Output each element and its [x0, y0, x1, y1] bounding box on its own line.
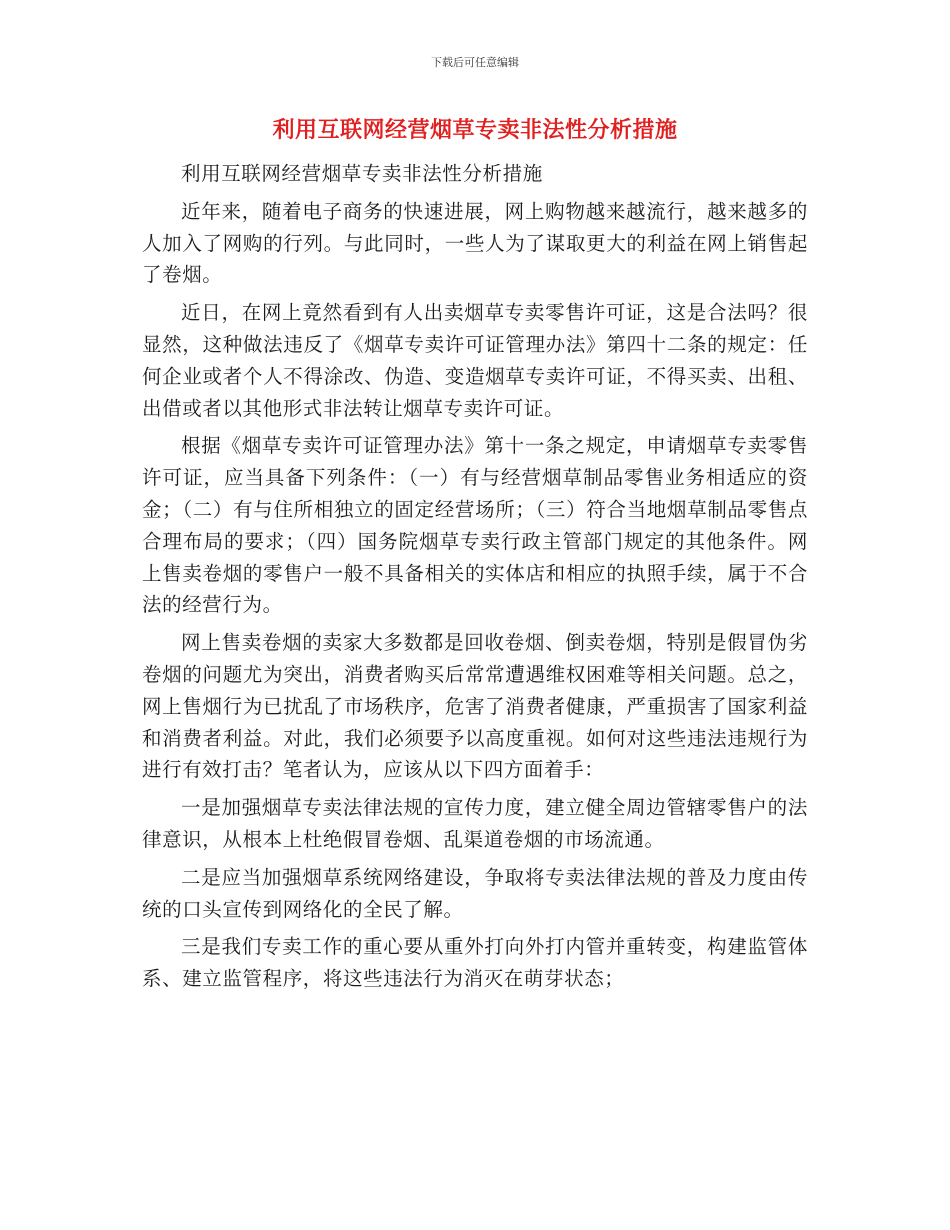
- paragraph: 网上售卖卷烟的卖家大多数都是回收卷烟、倒卖卷烟，特别是假冒伪劣卷烟的问题尤为突出，消费者购买后常常遭遇维权困难等相关问题。总之，网上售烟行为已扰乱了市场秩序，危害了消费者健康，严重损害了国家利益和消费者利益。对此，我们必须要予以高度重视。如何对这些违法违规行为进行有效打击？笔者认为，应该从以下四方面着手：: [142, 631, 808, 782]
- paragraph: 近年来，随着电子商务的快速进展，网上购物越来越流行，越来越多的人加入了网购的行列。与此同时，一些人为了谋取更大的利益在网上销售起了卷烟。: [142, 199, 808, 287]
- document-body: [142, 158, 808, 1001]
- paragraph: 利用互联网经营烟草专卖非法性分析措施: [181, 162, 543, 185]
- document-title: 利用互联网经营烟草专卖非法性分析措施: [272, 118, 678, 143]
- paragraph: 二是应当加强烟草系统网络建设，争取将专卖法律法规的普及力度由传统的口头宣传到网络化的全民了解。: [142, 865, 808, 921]
- paragraph: 根据《烟草专卖许可证管理办法》第十一条之规定，申请烟草专卖零售许可证，应当具备下列条件：（一）有与经营烟草制品零售业务相适应的资金；（二）有与住所相独立的固定经营场所；（三）符合当地烟草制品零售点合理布局的要求；（四）国务院烟草专卖行政主管部门规定的其他条件。网上售卖卷烟的零售户一般不具备相关的实体店和相应的执照手续，属于不合法的经营行为。: [142, 434, 808, 617]
- paragraph: 一是加强烟草专卖法律法规的宣传力度，建立健全周边管辖零售户的法律意识，从根本上杜绝假冒卷烟、乱渠道卷烟的市场流通。: [142, 796, 808, 851]
- header-note: 下载后可任意编辑: [431, 56, 519, 69]
- paragraph: 近日，在网上竟然看到有人出卖烟草专卖零售许可证，这是合法吗？很显然，这种做法违反了《烟草专卖许可证管理办法》第四十二条的规定：任何企业或者个人不得涂改、伪造、变造烟草专卖许可证，不得买卖、出租、出借或者以其他形式非法转让烟草专卖许可证。: [142, 301, 808, 420]
- paragraph: 三是我们专卖工作的重心要从重外打向外打内管并重转变，构建监管体系、建立监管程序，将这些违法行为消灭在萌芽状态；: [142, 935, 808, 991]
